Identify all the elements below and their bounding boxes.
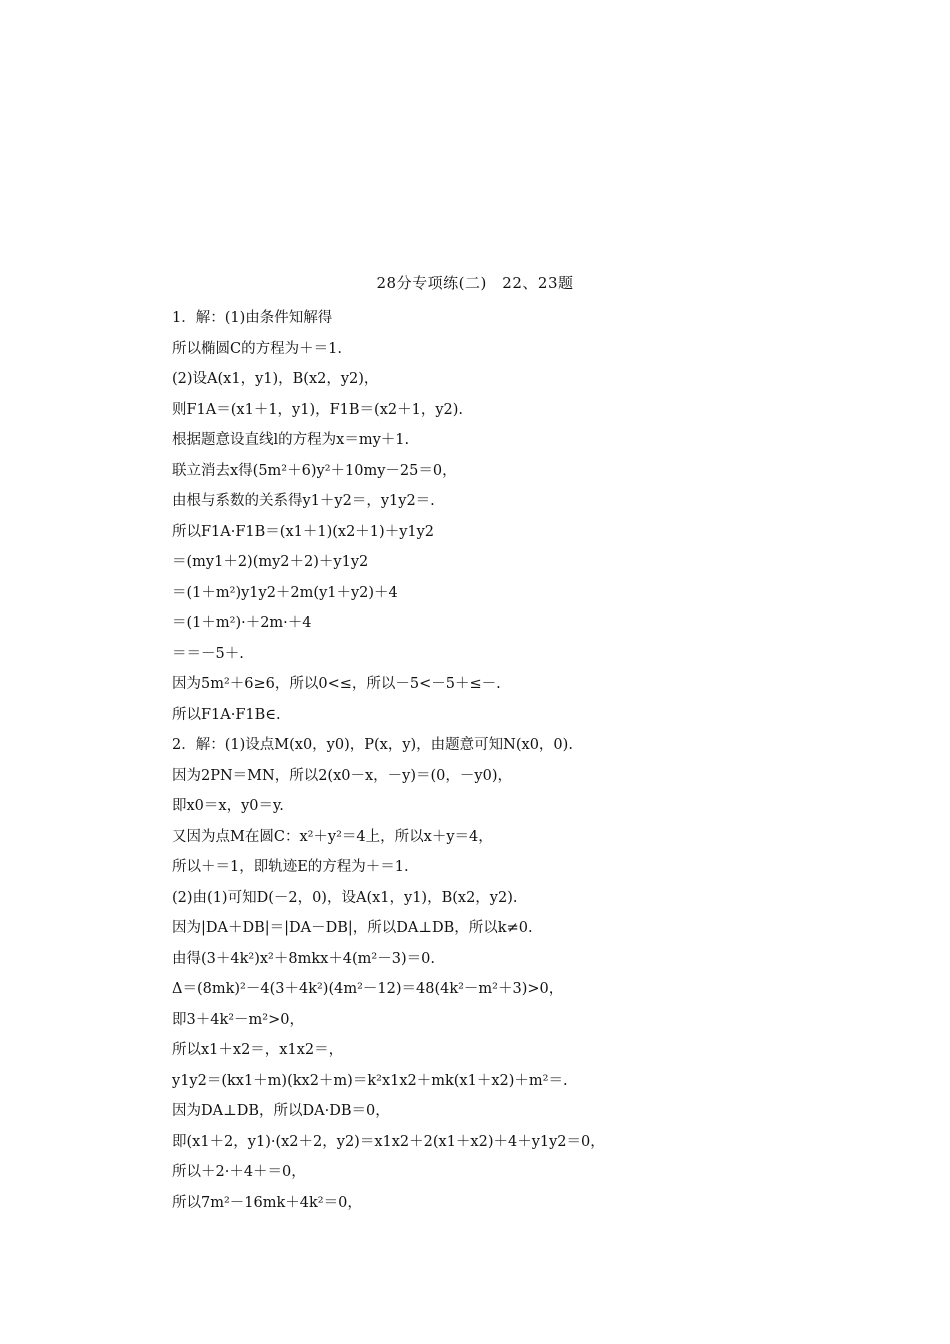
text-line: 所以＋＝1，即轨迹E的方程为＋＝1. xyxy=(172,859,409,875)
text-line: 联立消去x得(5m²＋6)y²＋10my－25＝0， xyxy=(172,462,457,479)
text-line: 即3＋4k²－m²>0， xyxy=(172,1011,304,1028)
text-line: ＝(1＋m²)·＋2m·＋4 xyxy=(172,615,312,631)
text-line: 又因为点M在圆C：x²＋y²＝4上，所以x＋y＝4， xyxy=(172,828,493,845)
text-line: ＝＝－5＋. xyxy=(172,645,244,662)
text-line: 因为5m²＋6≥6，所以0<≤，所以－5<－5＋≤－. xyxy=(172,676,501,692)
text-line: 根据题意设直线l的方程为x＝my＋1. xyxy=(172,432,410,448)
text-line: 所以＋2·＋4＋＝0， xyxy=(172,1164,306,1180)
text-line: 即(x1＋2，y1)·(x2＋2，y2)＝x1x2＋2(x1＋x2)＋4＋y1y2＝0， xyxy=(172,1133,605,1150)
text-line: 因为|DA＋DB|＝|DA－DB|，所以DA⊥DB，所以k≠0. xyxy=(172,920,533,936)
text-line: ＝(my1＋2)(my2＋2)＋y1y2 xyxy=(172,554,369,570)
text-line: 2．解：(1)设点M(x0，y0)，P(x，y)，由题意可知N(x0，0). xyxy=(172,737,573,753)
text-line: y1y2＝(kx1＋m)(kx2＋m)＝k²x1x2＋mk(x1＋x2)＋m²＝. xyxy=(172,1072,568,1089)
text-line: 所以x1＋x2＝，x1x2＝， xyxy=(172,1042,344,1058)
text-line: 即x0＝x，y0＝y. xyxy=(172,798,284,814)
text-line: 1．解：(1)由条件知解得 xyxy=(172,310,333,326)
text-line: 所以椭圆C的方程为＋＝1. xyxy=(172,340,342,357)
text-line: 因为DA⊥DB，所以DA·DB＝0， xyxy=(172,1103,390,1119)
text-line: 因为2PN＝MN，所以2(x0－x，－y)＝(0，－y0)， xyxy=(172,767,512,784)
solution-body xyxy=(172,303,872,1218)
text-line: 所以7m²－16mk＋4k²＝0， xyxy=(172,1194,362,1211)
text-line: 则F1A＝(x1＋1，y1)，F1B＝(x2＋1，y2). xyxy=(172,401,464,418)
text-line: 由根与系数的关系得y1＋y2＝，y1y2＝. xyxy=(172,493,435,509)
page-title: 28分专项练(二) 22、23题 xyxy=(376,274,574,292)
text-line: 所以F1A·F1B∈. xyxy=(172,706,281,723)
text-line: (2)由(1)可知D(－2，0)，设A(x1，y1)，B(x2，y2). xyxy=(172,889,518,906)
text-line: ＝(1＋m²)y1y2＋2m(y1＋y2)＋4 xyxy=(172,584,398,601)
text-line: 所以F1A·F1B＝(x1＋1)(x2＋1)＋y1y2 xyxy=(172,523,435,540)
text-line: Δ＝(8mk)²－4(3＋4k²)(4m²－12)＝48(4k²－m²＋3)>0， xyxy=(172,981,564,997)
text-line: 由得(3＋4k²)x²＋8mkx＋4(m²－3)＝0. xyxy=(172,950,435,967)
text-line: (2)设A(x1，y1)，B(x2，y2)， xyxy=(172,371,379,387)
